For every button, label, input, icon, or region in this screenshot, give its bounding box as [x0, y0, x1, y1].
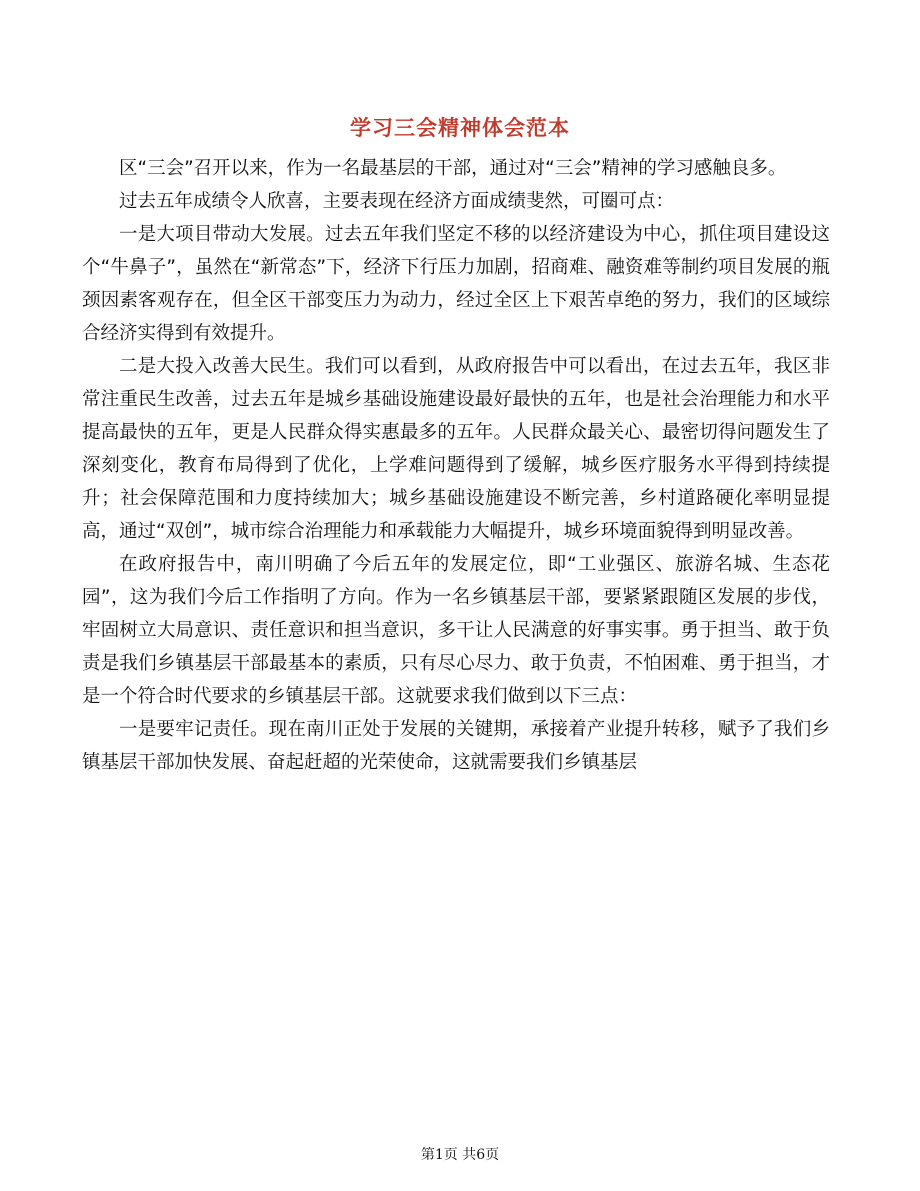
- document-body: [82, 152, 830, 779]
- document-title: 学习三会精神体会范本: [350, 115, 570, 140]
- paragraph-1: 区“三会”召开以来，作为一名最基层的干部，通过对“三会”精神的学习感触良多。: [119, 158, 787, 179]
- paragraph-6: 一是要牢记责任。现在南川正处于发展的关键期，承接着产业提升转移，赋予了我们乡镇基层干部加快发展、奋起赶超的光荣使命，这就需要我们乡镇基层: [82, 719, 830, 773]
- paragraph-2: 过去五年成绩令人欣喜，主要表现在经济方面成绩斐然，可圈可点：: [119, 191, 675, 212]
- page-number-footer: 第1页 共6页: [420, 1147, 500, 1163]
- paragraph-3: 一是大项目带动大发展。过去五年我们坚定不移的以经济建设为中心，抓住项目建设这个“牛鼻子”，虽然在“新常态”下，经济下行压力加剧，招商难、融资难等制约项目发展的瓶颈因素客观存在，但全区干部变压力为动力，经过全区上下艰苦卓绝的努力，我们的区域综合经济实得到有效提升。: [82, 224, 830, 344]
- paragraph-5: 在政府报告中，南川明确了今后五年的发展定位，即“工业强区、旅游名城、生态花园”，这为我们今后工作指明了方向。作为一名乡镇基层干部，要紧紧跟随区发展的步伐，牢固树立大局意识、责任意识和担当意识，多干让人民满意的好事实事。勇于担当、敢于负责是我们乡镇基层干部最基本的素质，只有尽心尽力、敢于负责，不怕困难、勇于担当，才是一个符合时代要求的乡镇基层干部。这就要求我们做到以下三点：: [82, 554, 830, 707]
- paragraph-4: 二是大投入改善大民生。我们可以看到，从政府报告中可以看出，在过去五年，我区非常注重民生改善，过去五年是城乡基础设施建设最好最快的五年，也是社会治理能力和水平提高最快的五年，更是人民群众得实惠最多的五年。人民群众最关心、最密切得问题发生了深刻变化，教育布局得到了优化，上学难问题得到了缓解，城乡医疗服务水平得到持续提升；社会保障范围和力度持续加大；城乡基础设施建设不断完善，乡村道路硬化率明显提高，通过“双创”，城市综合治理能力和承载能力大幅提升，城乡环境面貌得到明显改善。: [82, 356, 830, 542]
